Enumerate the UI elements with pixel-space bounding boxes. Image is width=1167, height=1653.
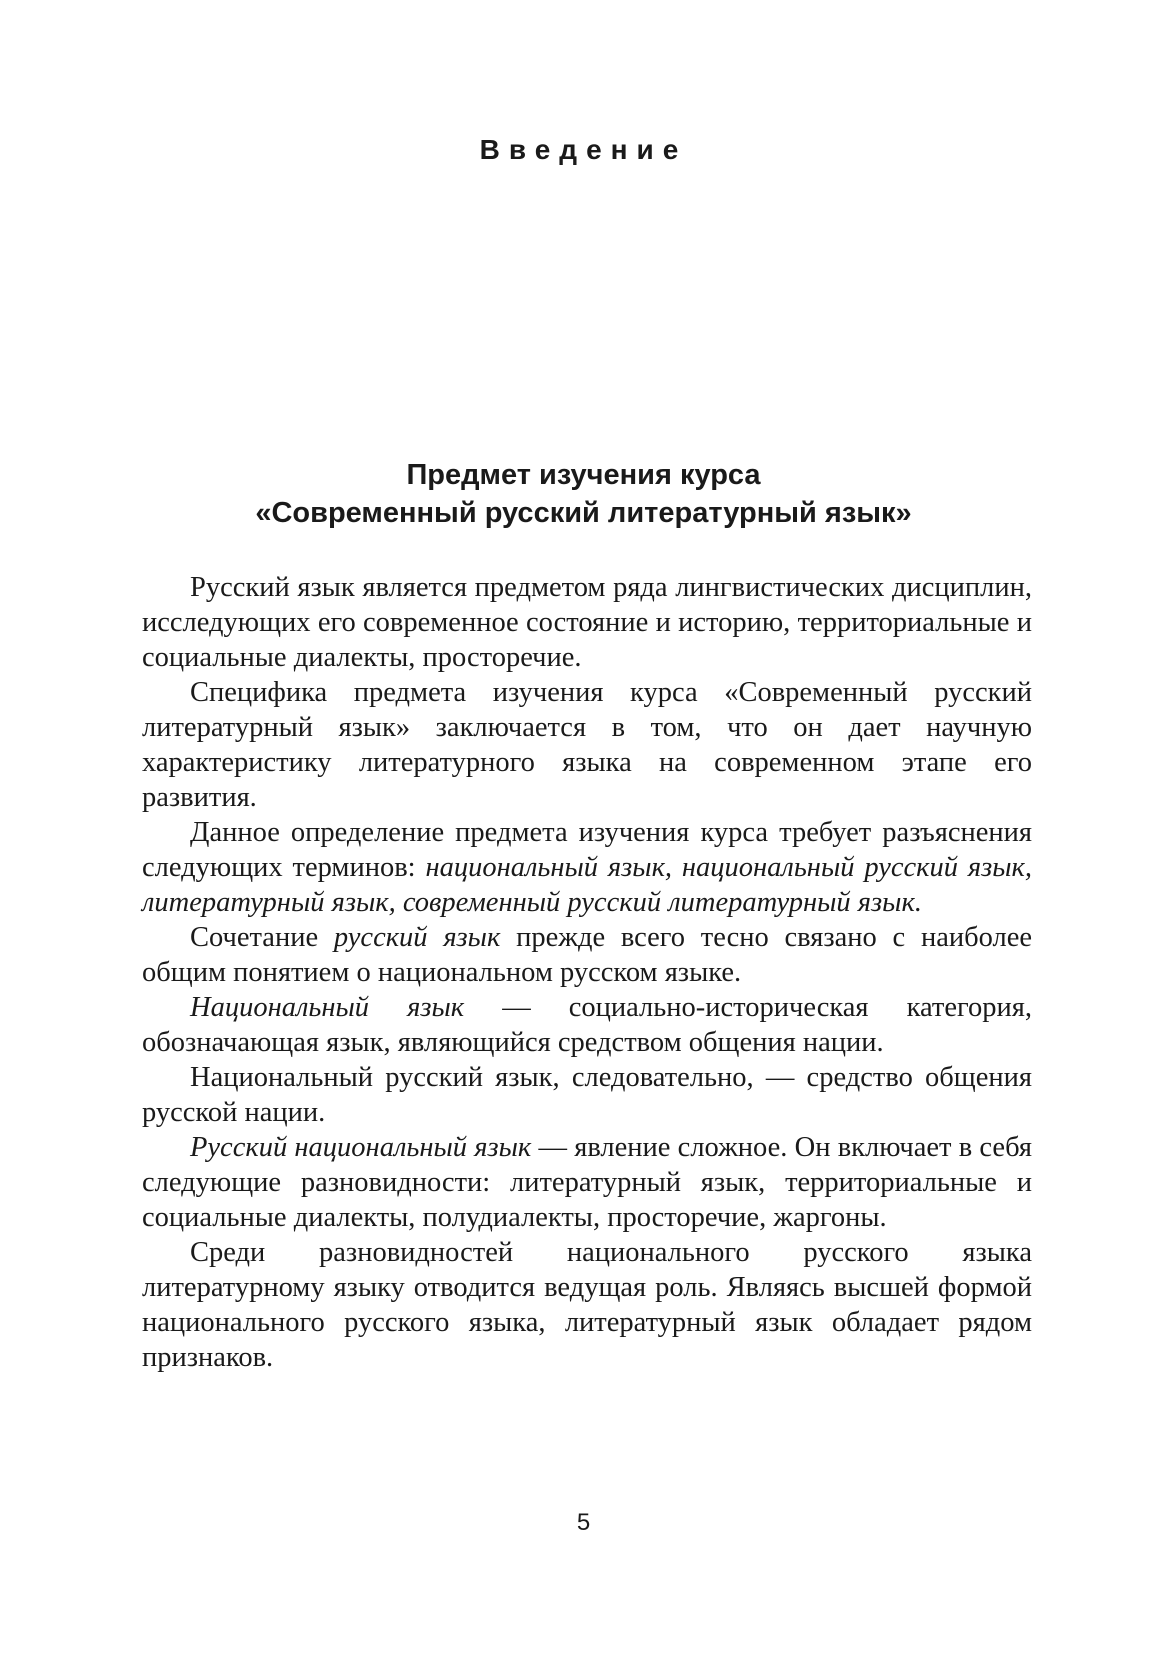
paragraph-7-term: Русский национальный язык <box>190 1132 532 1163</box>
paragraph-4-start: Сочетание <box>190 922 334 953</box>
paragraph-4-term: русский язык <box>333 922 501 953</box>
paragraph-5-term: Национальный язык <box>190 992 465 1023</box>
paragraph-3-terms: национальный язык, национальный русский язык, литературный язык, современный русский литературный язык <box>142 852 1032 918</box>
body-text <box>142 570 1032 1375</box>
section-title-line-1: Предмет изучения курса <box>406 459 761 491</box>
chapter-title: Введение <box>479 134 688 165</box>
paragraph-4-text: прежде всего тесно связано с наиболее общим понятием о национальном русском языке. <box>142 922 1033 988</box>
section-title <box>0 456 1167 532</box>
section-title-line-2: «Современный русский литературный язык» <box>255 497 912 529</box>
paragraph-7 <box>142 1130 1032 1235</box>
paragraph-3-text: Данное определение предмета изучения курса требует разъяснения следующих терминов: <box>142 817 1032 883</box>
paragraph-3 <box>142 815 1032 920</box>
paragraph-5 <box>142 990 1032 1060</box>
paragraph-1: Русский язык является предметом ряда лингвистических дисциплин, исследующих его современное состояние и историю, территориальные и социальные диалекты, просторечие. <box>142 572 1032 673</box>
page-number: 5 <box>576 1509 591 1536</box>
paragraph-7-text: — явление сложное. Он включает в себя следующие разновидности: литературный язык, территориальные и социальные диалекты, полудиалекты, просторечие, жаргоны. <box>142 1132 1032 1233</box>
paragraph-5-text: — социально-историческая категория, обозначающая язык, являющийся средством общения нации. <box>142 992 1032 1058</box>
paragraph-3-end: . <box>914 887 922 918</box>
paragraph-6: Национальный русский язык, следовательно, — средство общения русской нации. <box>142 1062 1032 1128</box>
paragraph-4 <box>142 920 1032 990</box>
paragraph-8: Среди разновидностей национального русского языка литературному языку отводится ведущая роль. Являясь высшей формой национального русского языка, литературный язык обладает рядом признаков. <box>142 1237 1032 1373</box>
paragraph-2: Специфика предмета изучения курса «Современный русский литературный язык» заключается в том, что он дает научную характеристику литературного языка на современном этапе его развития. <box>142 677 1032 813</box>
